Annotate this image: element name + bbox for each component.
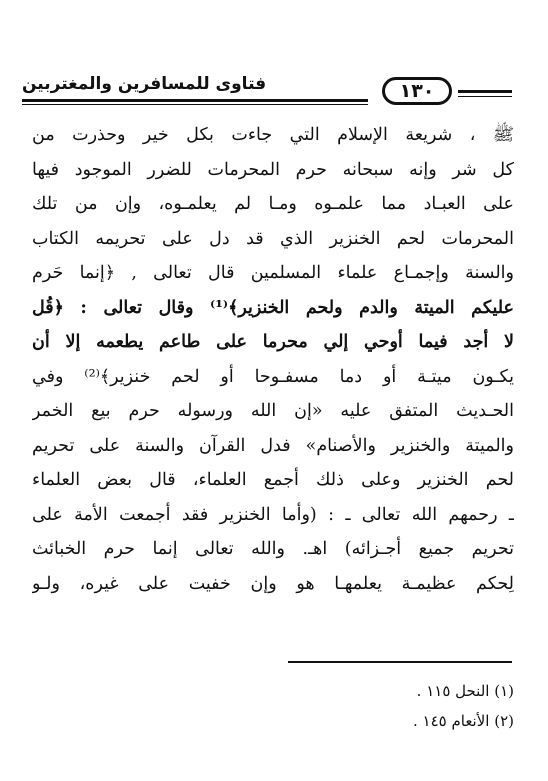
text-line: المحرمات لحم الخنزير الذي قد دل على تحريمه الكتاب <box>32 228 514 249</box>
header-rule-thin <box>22 104 368 105</box>
page-number-rule-thin <box>458 96 512 97</box>
page-number-rule <box>458 90 512 93</box>
text-line: ﷺ ، شريعة الإسلام التي جاءت بكل خير وحذرت من <box>32 125 514 145</box>
hadith-line: الحـديث المتفق عليه «إن الله ورسوله حرم بيع الخمر <box>32 401 514 421</box>
text-line: لِحكم عظيمـة يعلمهـا هو وإن خفيت على غيره، ولـو <box>32 573 514 594</box>
quran-quote-line: لا أجد فيما أوحي إلي محرما على طاعم يطعمه إلا أن <box>32 332 514 352</box>
footnote-2: (٢) الأنعام ١٤٥ . <box>412 712 514 730</box>
footnote-separator <box>288 661 512 663</box>
footnotes <box>300 676 514 736</box>
quran-quote-line: عليكم الميتة والدم ولحم الخنزير﴾⁽¹⁾ وقال تعالى : ﴿قُل <box>32 297 514 318</box>
hadith-line: والميتة والخنزير والأصنام» فدل القرآن والسنة على تحريم <box>32 435 514 456</box>
text-line: على العبـاد مما علمـوه ومـا لم يعلمـوه، وإن من تلك <box>32 194 514 214</box>
text-line: يكـون ميتـة أو دما مسفـوحا أو لحم خنزير﴾⁽²⁾ وفي <box>32 366 514 387</box>
page-number: ١٣٠ <box>382 77 452 105</box>
text-line: تحريم جميع أجـزائه) اهـ. والله تعالى إنما حرم الخبائث <box>32 539 514 559</box>
footnote-1: (١) النحل ١١٥ . <box>416 682 514 700</box>
text-line: والسنة وإجمـاع علماء المسلمين قال تعالى , ﴿إنما حَرم <box>32 263 514 283</box>
body-text <box>32 118 514 601</box>
text-line: كل شر وإنه سبحانه حرم المحرمات للضرر الموجود فيها <box>32 159 514 180</box>
text-line: ـ رحمهم الله تعالى ـ : (وأما الخنزير فقد أجمعت الأمة على <box>32 504 514 525</box>
text-line: لحم الخنزير وعلى ذلك أجمع العلماء، قال بعض العلماء <box>32 470 514 490</box>
header-rule <box>22 99 368 102</box>
page-header <box>22 68 512 108</box>
running-title: فتاوى للمسافرين والمغتربين <box>22 74 267 94</box>
